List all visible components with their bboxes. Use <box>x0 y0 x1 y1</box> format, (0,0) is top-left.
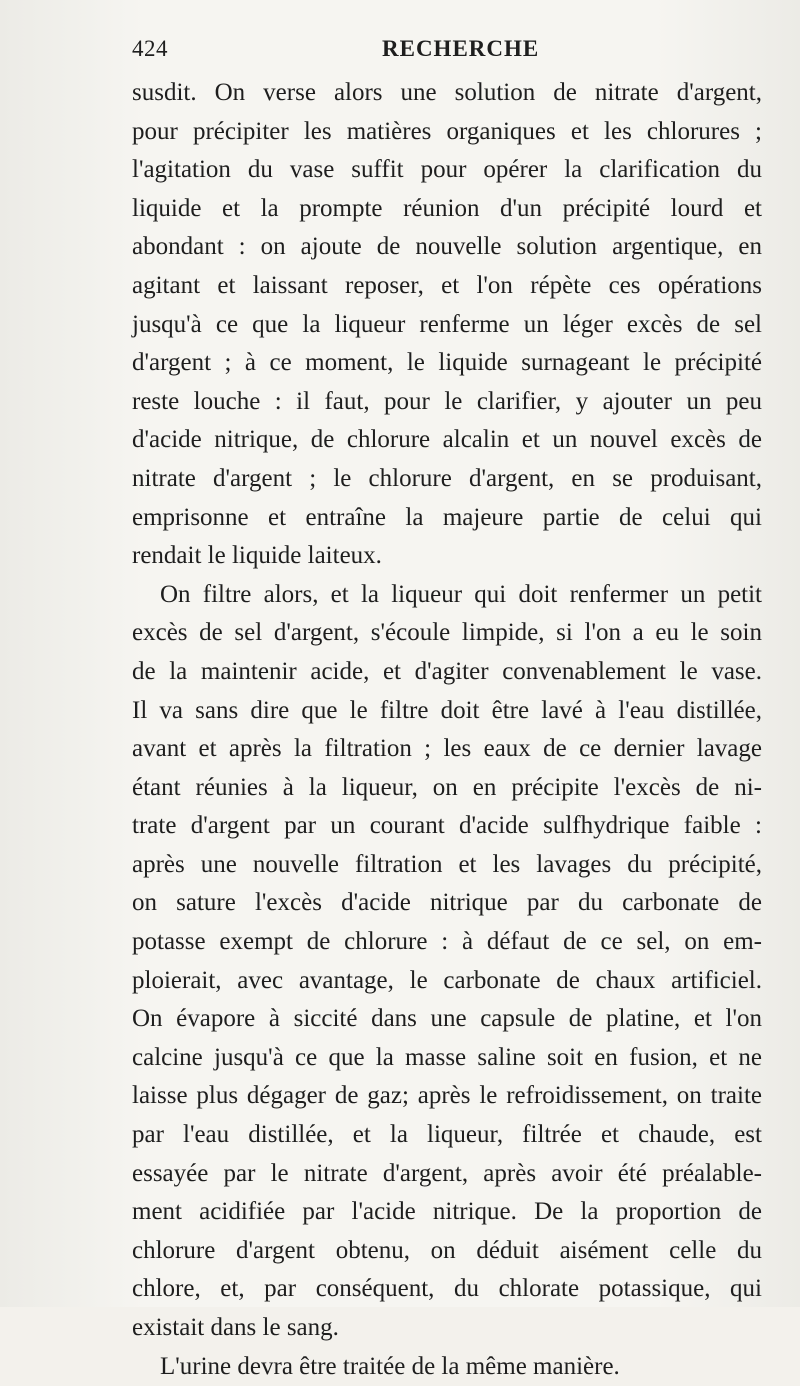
text-line: calcine jusqu'à ce que la masse saline soit en fusion, et ne <box>132 1043 762 1071</box>
text-line: ment acidifiée par l'acide nitrique. De la proportion de <box>132 1198 762 1226</box>
text-line: l'agitation du vase suffit pour opérer la clarification du <box>132 156 762 184</box>
text-line: après une nouvelle filtration et les lavages du précipité, <box>132 850 762 878</box>
paragraph-2 <box>132 576 762 1348</box>
text-line: Il va sans dire que le filtre doit être lavé à l'eau distillée, <box>132 696 762 724</box>
text-line: abondant : on ajoute de nouvelle solution argentique, en <box>132 233 762 261</box>
text-line: étant réunies à la liqueur, on en précipite l'excès de ni- <box>132 773 762 801</box>
text-line: susdit. On verse alors une solution de nitrate d'argent, <box>132 79 762 106</box>
text-line: rendait le liquide laiteux. <box>132 542 382 570</box>
paragraph-1 <box>132 74 762 576</box>
text-line: nitrate d'argent ; le chlorure d'argent, en se produisant, <box>132 464 762 492</box>
text-line: excès de sel d'argent, s'écoule limpide, si l'on a eu le soin <box>132 619 762 647</box>
text-line: d'argent ; à ce moment, le liquide surnageant le précipité <box>132 349 762 377</box>
text-line: laisse plus dégager de gaz; après le refroidissement, on traite <box>132 1082 762 1110</box>
page-number: 424 <box>132 36 168 61</box>
text-line: essayée par le nitrate d'argent, après avoir été préalable- <box>132 1159 762 1187</box>
paragraph-3 <box>132 1348 762 1386</box>
text-line: ploierait, avec avantage, le carbonate de chaux artificiel. <box>132 966 762 994</box>
text-line: On évapore à siccité dans une capsule de platine, et l'on <box>132 1005 762 1033</box>
text-line: potasse exempt de chlorure : à défaut de ce sel, on em- <box>132 928 762 956</box>
text-line: L'urine devra être traitée de la même manière. <box>160 1352 620 1380</box>
text-line: on sature l'excès d'acide nitrique par du carbonate de <box>132 889 762 917</box>
text-line: emprisonne et entraîne la majeure partie de celui qui <box>132 503 762 531</box>
text-line: avant et après la filtration ; les eaux de ce dernier lavage <box>132 735 762 763</box>
text-line: trate d'argent par un courant d'acide sulfhydrique faible : <box>132 812 762 840</box>
text-line: jusqu'à ce que la liqueur renferme un léger excès de sel <box>132 310 762 338</box>
body-text <box>132 74 762 1386</box>
text-line: existait dans le sang. <box>132 1314 339 1341</box>
text-line: On filtre alors, et la liqueur qui doit renfermer un petit <box>160 580 762 608</box>
text-line: chlore, et, par conséquent, du chlorate potassique, qui <box>132 1275 762 1303</box>
text-line: agitant et laissant reposer, et l'on répète ces opérations <box>132 271 762 299</box>
text-line: reste louche : il faut, pour le clarifier, y ajouter un peu <box>132 387 762 415</box>
text-line: de la maintenir acide, et d'agiter convenablement le vase. <box>132 657 762 685</box>
running-head: RECHERCHE <box>382 36 540 61</box>
text-line: liquide et la prompte réunion d'un précipité lourd et <box>132 194 762 222</box>
text-line: pour précipiter les matières organiques et les chlorures ; <box>132 117 762 145</box>
text-line: chlorure d'argent obtenu, on déduit aisément celle du <box>132 1236 762 1264</box>
text-line: par l'eau distillée, et la liqueur, filtrée et chaude, est <box>132 1121 762 1149</box>
text-line: d'acide nitrique, de chlorure alcalin et un nouvel excès de <box>132 426 762 454</box>
page-header <box>132 30 752 66</box>
